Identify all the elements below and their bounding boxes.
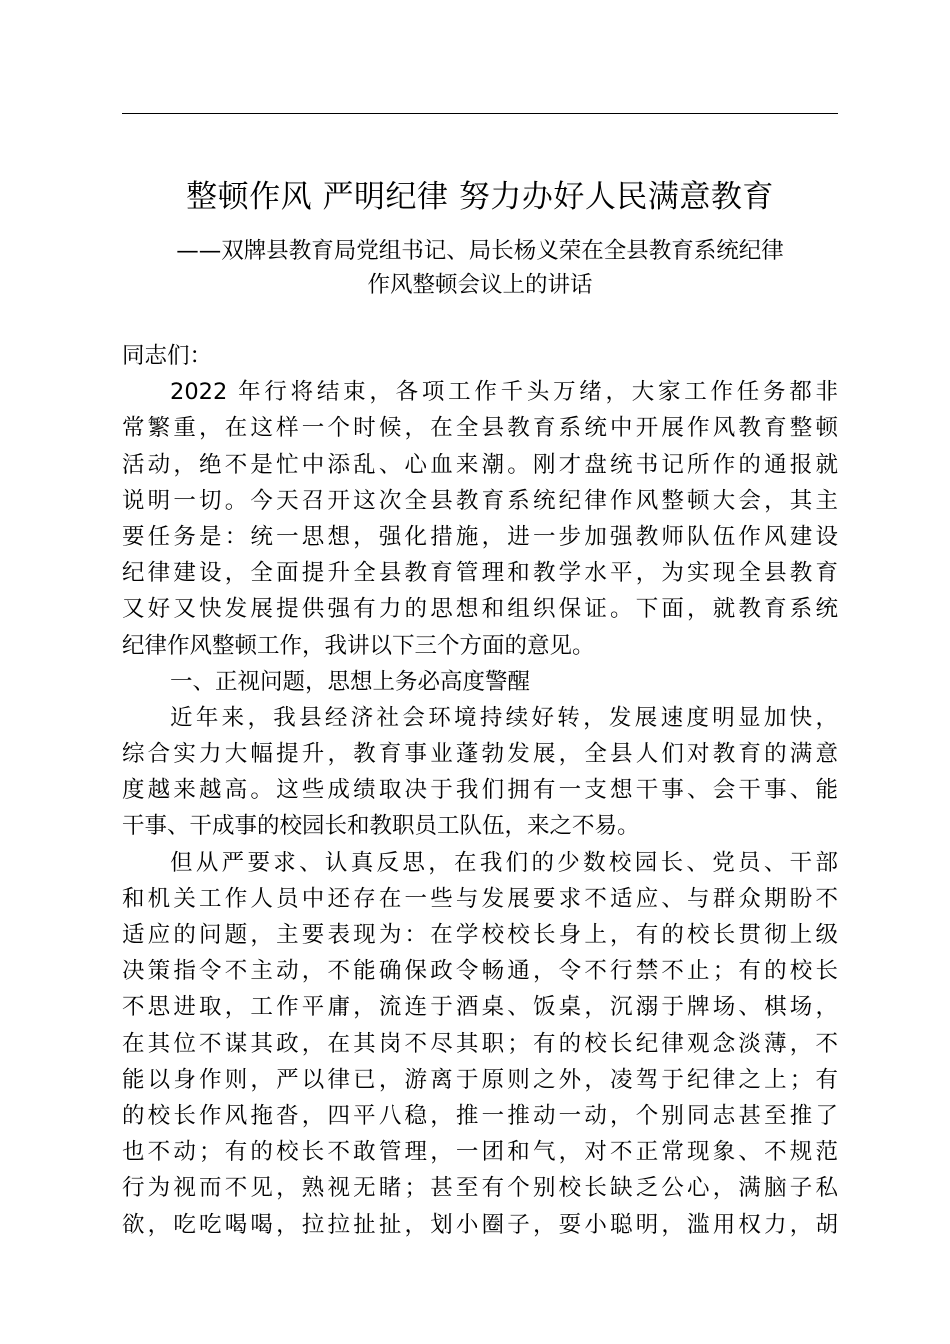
document-subtitle — [122, 234, 838, 302]
body-line: 近年来，我县经济社会环境持续好转，发展速度明显加快， — [170, 704, 838, 731]
body-line: 欲，吃吃喝喝，拉拉扯扯，划小圈子，耍小聪明，滥用权力，胡 — [122, 1211, 838, 1238]
body-line: 干事、干成事的校园长和教职员工队伍，来之不易。 — [122, 813, 640, 840]
body-line: 活动，绝不是忙中添乱、心血来潮。刚才盘统书记所作的通报就 — [122, 451, 838, 478]
body-line: 综合实力大幅提升，教育事业蓬勃发展，全县人们对教育的满意 — [122, 741, 838, 768]
subtitle-line: 作风整顿会议上的讲话 — [367, 272, 593, 298]
body-line: 说明一切。今天召开这次全县教育系统纪律作风整顿大会，其主 — [122, 487, 838, 514]
document-title: 整顿作风 严明纪律 努力办好人民满意教育 — [186, 179, 774, 215]
subtitle-line: ——双牌县教育局党组书记、局长杨义荣在全县教育系统纪律 — [176, 238, 784, 264]
body-line: 能以身作则，严以律已，游离于原则之外，凌驾于纪律之上；有 — [122, 1066, 838, 1093]
section-heading: 一、正视问题，思想上务必高度警醒 — [170, 668, 531, 695]
body-line: 又好又快发展提供强有力的思想和组织保证。下面，就教育系统 — [122, 596, 838, 623]
body-line: 的校长作风拖沓，四平八稳，推一推动一动，个别同志甚至推了 — [122, 1102, 838, 1129]
body-line: 在其位不谋其政，在其岗不尽其职；有的校长纪律观念淡薄，不 — [122, 1030, 838, 1057]
body-line: 行为视而不见，熟视无睹；甚至有个别校长缺乏公心，满脑子私 — [122, 1175, 838, 1202]
body-line: 和机关工作人员中还存在一些与发展要求不适应、与群众期盼不 — [122, 885, 838, 912]
document-body — [122, 338, 838, 1243]
body-line: 要任务是：统一思想，强化措施，进一步加强教师队伍作风建设 — [122, 523, 838, 550]
body-line: 不思进取，工作平庸，流连于酒桌、饭桌，沉溺于牌场、棋场， — [122, 994, 838, 1021]
salutation: 同志们： — [122, 343, 213, 369]
body-line: 常繁重，在这样一个时候，在全县教育系统中开展作风教育整顿 — [122, 415, 838, 442]
body-line: 度越来越高。这些成绩取决于我们拥有一支想干事、会干事、能 — [122, 777, 838, 804]
body-line: 2022 年行将结束，各项工作千头万绪，大家工作任务都非 — [170, 379, 838, 406]
body-line: 纪律建设，全面提升全县教育管理和教学水平，为实现全县教育 — [122, 560, 838, 587]
body-line: 决策指令不主动，不能确保政令畅通，令不行禁不止；有的校长 — [122, 958, 838, 985]
header-rule — [122, 113, 838, 114]
body-line: 但从严要求、认真反思，在我们的少数校园长、党员、干部 — [170, 849, 838, 876]
body-line: 也不动；有的校长不敢管理，一团和气，对不正常现象、不规范 — [122, 1139, 838, 1166]
body-line: 适应的问题，主要表现为：在学校校长身上，有的校长贯彻上级 — [122, 922, 838, 948]
body-line: 纪律作风整顿工作，我讲以下三个方面的意见。 — [122, 632, 595, 659]
